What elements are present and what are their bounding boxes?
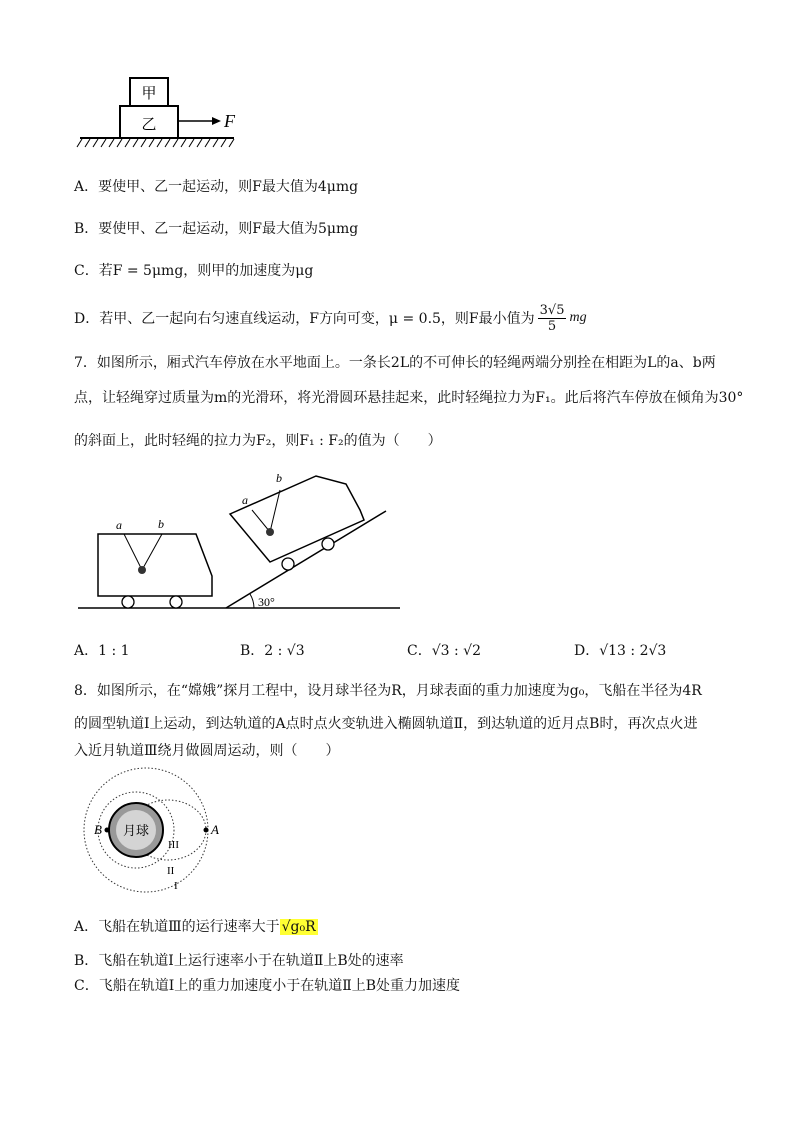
q8-option-a-formula: √g₀R xyxy=(281,919,316,935)
q6-option-d-fraction xyxy=(538,303,567,334)
q7-option-b: B．2 : √3 xyxy=(240,643,305,659)
q6-option-c: C．若F = 5μmg，则甲的加速度为μg xyxy=(74,263,314,279)
q7-option-d: D．√13 : 2√3 xyxy=(574,643,667,659)
fraction-denominator: 5 xyxy=(547,318,557,334)
force-label: F xyxy=(224,111,235,131)
car-figure xyxy=(74,466,404,616)
incline-angle-arc xyxy=(250,594,254,608)
point-b-label: B xyxy=(94,822,102,837)
flat-ring xyxy=(138,566,146,574)
q6-option-d-text: D．若甲、乙一起向右匀速直线运动，F方向可变，μ = 0.5，则F最小值为 xyxy=(74,311,535,327)
block-yi-label: 乙 xyxy=(141,117,157,133)
orbit-iii-label: III xyxy=(168,839,179,851)
orbit-figure xyxy=(74,768,224,898)
q6-option-a: A．要使甲、乙一起运动，则F最大值为4μmg xyxy=(74,179,359,195)
flat-car-body xyxy=(98,534,212,596)
q7-option-a: A．1 : 1 xyxy=(74,643,130,659)
flat-car-wheel-front xyxy=(122,596,134,608)
q7-stem-line3: 的斜面上，此时轻绳的拉力为F₂，则F₁ : F₂的值为（ ） xyxy=(74,433,442,449)
flat-label-b: b xyxy=(158,517,164,531)
q8-option-a-text: A．飞船在轨道Ⅲ的运行速率大于 xyxy=(74,919,280,935)
tilted-car-body xyxy=(230,476,364,562)
tilted-car-wheel-rear xyxy=(322,538,334,550)
q6-option-d-unit: mg xyxy=(569,310,587,325)
q8-stem-line1: 8．如图所示，在“嫦娥”探月工程中，设月球半径为R，月球表面的重力加速度为g₀，飞船在半径为4R xyxy=(74,683,702,699)
blocks-figure xyxy=(74,72,254,154)
tilted-label-b: b xyxy=(276,471,282,485)
tilted-car-wheel-front xyxy=(282,558,294,570)
fraction-numerator: 3√5 xyxy=(539,302,565,318)
q6-option-b: B．要使甲、乙一起运动，则F最大值为5μmg xyxy=(74,221,359,237)
q7-stem-line1: 7．如图所示，厢式汽车停放在水平地面上。一条长2L的不可伸长的轻绳两端分别拴在相距为L的a、b两 xyxy=(74,355,716,371)
q7-stem-line2: 点，让轻绳穿过质量为m的光滑环，将光滑圆环悬挂起来，此时轻绳拉力为F₁。此后将汽车停放在倾角为30° xyxy=(74,390,744,406)
flat-car-wheel-rear xyxy=(170,596,182,608)
q7-option-c: C．√3 : √2 xyxy=(407,643,481,659)
q8-option-c: C．飞船在轨道Ⅰ上的重力加速度小于在轨道Ⅱ上B处重力加速度 xyxy=(74,978,461,994)
force-arrowhead xyxy=(212,117,221,125)
block-jia-label: 甲 xyxy=(141,86,157,102)
point-b xyxy=(105,828,110,833)
moon-label: 月球 xyxy=(122,823,150,838)
point-a-label: A xyxy=(211,822,219,837)
point-a xyxy=(204,828,209,833)
q8-stem-line3: 入近月轨道Ⅲ绕月做圆周运动，则（ ） xyxy=(74,743,340,759)
tilted-ring xyxy=(266,528,274,536)
orbit-ii-label: II xyxy=(167,865,175,877)
q8-option-b: B．飞船在轨道Ⅰ上运行速率小于在轨道Ⅱ上B处的速率 xyxy=(74,953,404,969)
incline-angle-label: 30° xyxy=(258,595,275,609)
orbit-i-label: I xyxy=(174,880,178,892)
q6-option-d xyxy=(74,300,587,336)
tilted-label-a: a xyxy=(242,493,248,507)
ground-hatching xyxy=(77,139,234,147)
flat-label-a: a xyxy=(116,518,122,532)
q8-stem-line2: 的圆型轨道Ⅰ上运动，到达轨道的A点时点火变轨进入椭圆轨道Ⅱ，到达轨道的近月点B时，再次点火进 xyxy=(74,716,698,732)
q8-option-a xyxy=(74,916,318,936)
